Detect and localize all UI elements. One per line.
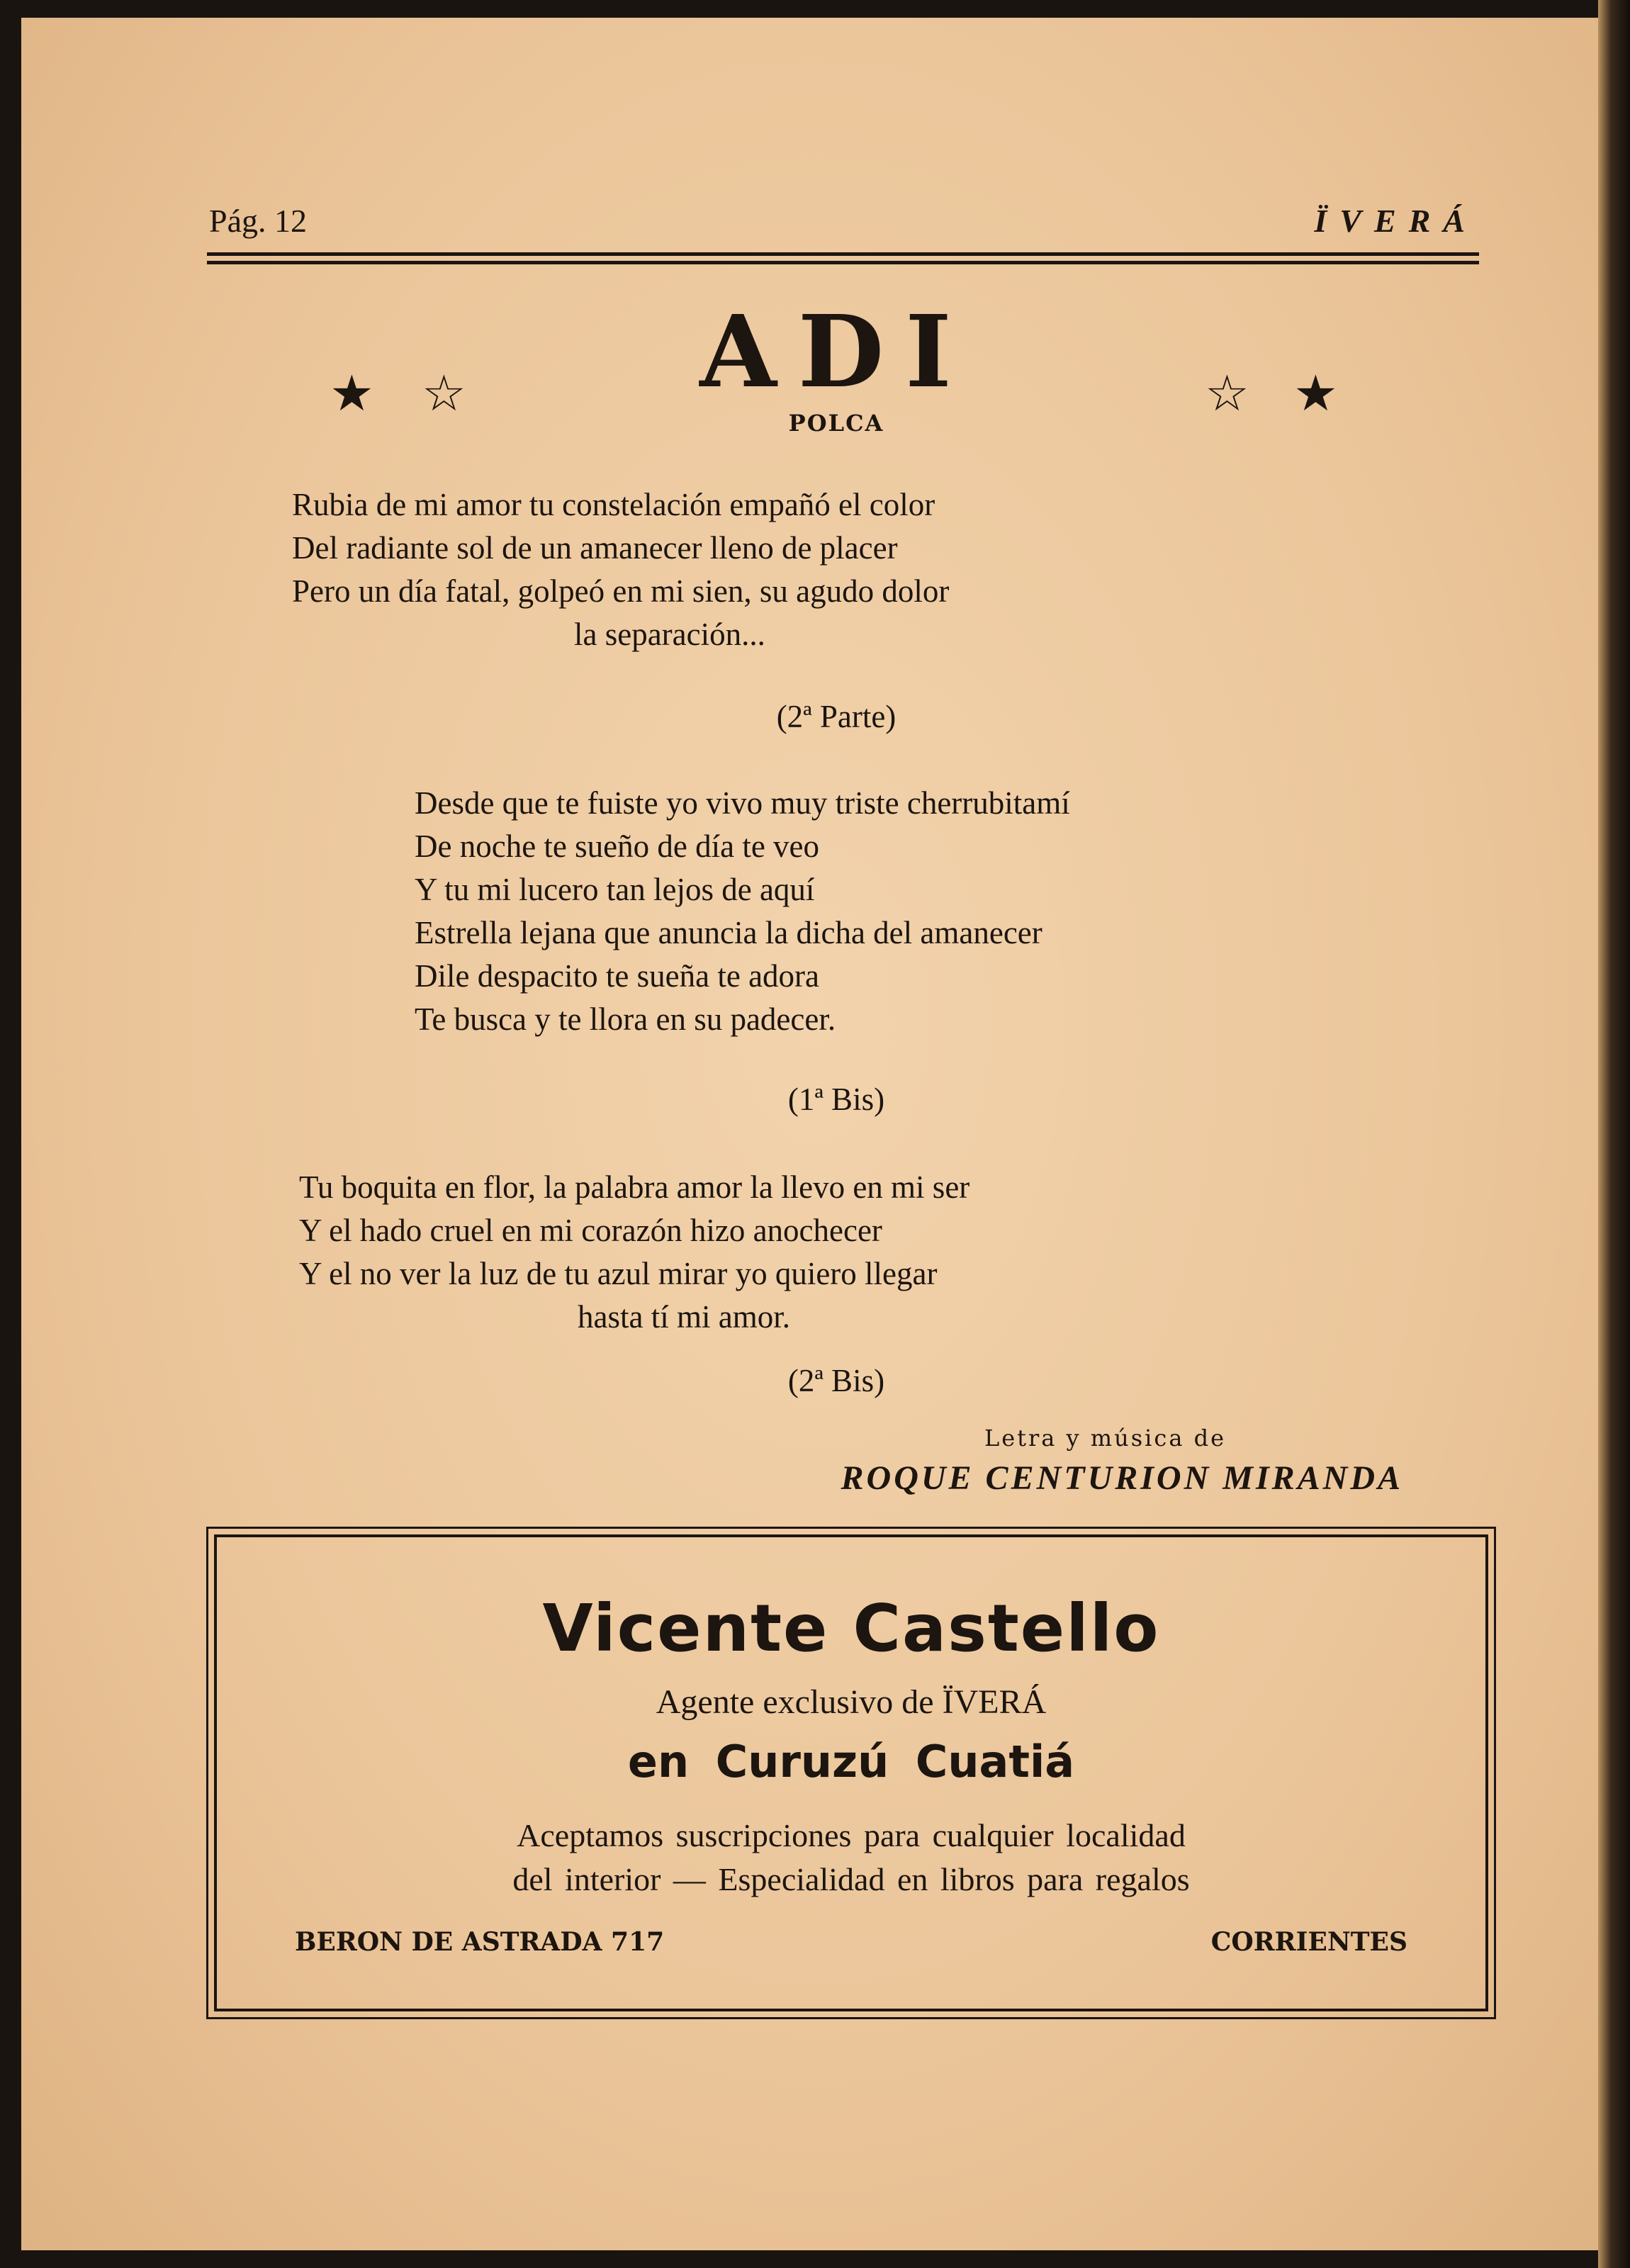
credit-label: Letra y música de	[984, 1425, 1226, 1452]
magazine-name: ÏVERÁ	[1314, 203, 1478, 239]
page-number: Pág. 12	[209, 203, 307, 239]
lyric-line: Estrella lejana que anuncia la dicha del amanecer	[415, 915, 1042, 950]
advertisement-box	[214, 1534, 1488, 2011]
lyric-line: Y el hado cruel en mi corazón hizo anochecer	[299, 1213, 882, 1248]
ad-agent: Agente exclusivo de ÏVERÁ	[656, 1683, 1047, 1721]
lyric-line: Tu boquita en flor, la palabra amor la llevo en mi ser	[299, 1169, 970, 1205]
ad-province: CORRIENTES	[1210, 1927, 1407, 1957]
stanza-2	[415, 782, 1070, 1041]
header-rule	[207, 252, 1479, 256]
filled-star-icon: ★	[1293, 364, 1338, 422]
section-label: (1ª Bis)	[787, 1082, 885, 1117]
ad-address: BERON DE ASTRADA 717	[295, 1927, 665, 1957]
ad-name: Vicente Castello	[542, 1590, 1160, 1666]
outline-star-icon: ☆	[1205, 364, 1249, 422]
lyric-line: De noche te sueño de día te veo	[415, 829, 820, 864]
lyric-line: Desde que te fuiste yo vivo muy triste cherrubitamí	[415, 785, 1070, 821]
ad-city: en Curuzú Cuatiá	[627, 1736, 1075, 1787]
lyric-line: Del radiante sol de un amanecer lleno de placer	[292, 530, 898, 566]
song-genre: POLCA	[788, 410, 884, 437]
ad-text	[217, 1814, 1485, 1902]
lyric-line: Y tu mi lucero tan lejos de aquí	[415, 872, 815, 907]
section-label: (2ª Parte)	[776, 699, 896, 734]
lyric-line: Te busca y te llora en su padecer.	[415, 1001, 836, 1037]
author-name: ROQUE CENTURION MIRANDA	[841, 1459, 1403, 1497]
ad-line: del interior — Especialidad en libros para regalos	[512, 1861, 1190, 1897]
section-label: (2ª Bis)	[787, 1363, 885, 1398]
stanza-3	[299, 1166, 969, 1339]
lyric-line: hasta tí mi amor.	[578, 1299, 790, 1335]
stanza-1	[292, 483, 949, 656]
lyric-line: Y el no ver la luz de tu azul mirar yo quiero llegar	[299, 1256, 938, 1291]
ad-line: Aceptamos suscripciones para cualquier localidad	[517, 1817, 1186, 1853]
lyric-line: Dile despacito te sueña te adora	[415, 958, 820, 994]
outline-star-icon: ☆	[422, 364, 466, 422]
lyric-line: Pero un día fatal, golpeó en mi sien, su agudo dolor	[292, 573, 950, 609]
header-rule	[207, 261, 1479, 264]
lyric-line: Rubia de mi amor tu constelación empañó el color	[292, 487, 935, 522]
filled-star-icon: ★	[330, 364, 374, 422]
song-title: ADI	[699, 294, 973, 410]
lyric-line: la separación...	[574, 617, 765, 652]
